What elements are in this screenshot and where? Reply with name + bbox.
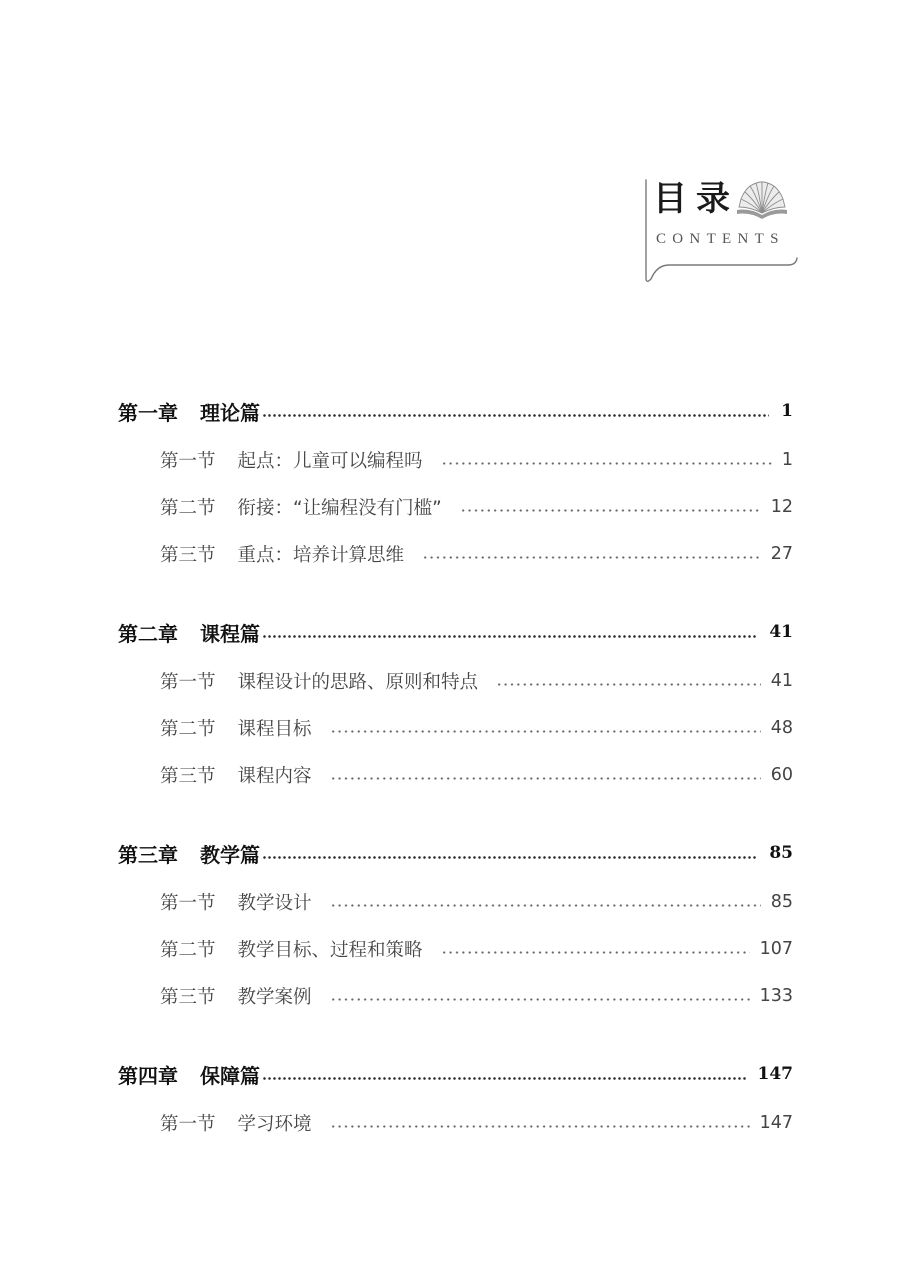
dot-leader: [262, 413, 769, 418]
dot-leader: [262, 1076, 746, 1081]
section-title: 课程设计的思路、原则和特点: [237, 671, 479, 693]
dot-leader: [441, 950, 750, 955]
toc-section-row: [118, 436, 795, 483]
dot-leader: [330, 1124, 750, 1129]
section-page-number: 147: [759, 1112, 793, 1133]
section-number: 第三节: [160, 544, 216, 566]
section-number: 第一节: [160, 671, 216, 693]
section-number: 第二节: [160, 718, 216, 740]
chapter-page-number: 41: [769, 622, 793, 642]
dot-leader: [441, 461, 772, 466]
chapter-page-number: 85: [769, 843, 793, 863]
toc-section-row: [118, 878, 795, 925]
section-number: 第一节: [160, 892, 216, 914]
section-number: 第二节: [160, 939, 216, 961]
chapter-group: [118, 607, 795, 798]
chapter-page-number: 1: [781, 401, 793, 421]
chapter-number: 第二章: [118, 621, 178, 646]
section-number: 第三节: [160, 986, 216, 1008]
dot-leader: [422, 555, 761, 560]
section-number: 第二节: [160, 497, 216, 519]
chapter-group: [118, 386, 795, 577]
chapter-page-number: 147: [757, 1064, 793, 1084]
section-page-number: 12: [770, 496, 793, 517]
dot-leader: [262, 634, 757, 639]
chapter-number: 第三章: [118, 842, 178, 867]
chapter-number: 第四章: [118, 1063, 178, 1088]
dot-leader: [330, 776, 761, 781]
chapter-group: [118, 1049, 795, 1146]
section-page-number: 107: [759, 938, 793, 959]
page-subtitle: CONTENTS: [656, 231, 785, 247]
chapter-title: 保障篇: [200, 1063, 260, 1088]
table-of-contents: [118, 386, 795, 1176]
chapter-title: 课程篇: [200, 621, 260, 646]
dot-leader: [262, 855, 757, 860]
toc-chapter-row: [118, 1049, 795, 1099]
section-title: 学习环境: [237, 1113, 312, 1135]
toc-section-row: [118, 657, 795, 704]
toc-chapter-row: [118, 386, 795, 436]
section-page-number: 60: [770, 764, 793, 785]
open-book-icon: [736, 180, 788, 220]
section-page-number: 48: [770, 717, 793, 738]
chapter-title: 理论篇: [200, 400, 260, 425]
section-title: 起点：儿童可以编程吗: [237, 450, 423, 472]
toc-chapter-row: [118, 828, 795, 878]
toc-section-row: [118, 1099, 795, 1146]
toc-section-row: [118, 704, 795, 751]
section-page-number: 85: [770, 891, 793, 912]
toc-section-row: [118, 751, 795, 798]
section-page-number: 133: [759, 985, 793, 1006]
section-number: 第一节: [160, 1113, 216, 1135]
section-title: 教学设计: [237, 892, 312, 914]
section-title: 课程内容: [237, 765, 312, 787]
toc-section-row: [118, 530, 795, 577]
section-title: 衔接：“让编程没有门槛”: [237, 497, 442, 519]
section-title: 教学目标、过程和策略: [237, 939, 423, 961]
dot-leader: [330, 997, 750, 1002]
section-title: 课程目标: [237, 718, 312, 740]
dot-leader: [330, 903, 761, 908]
section-page-number: 41: [770, 670, 793, 691]
chapter-number: 第一章: [118, 400, 178, 425]
toc-section-row: [118, 925, 795, 972]
toc-chapter-row: [118, 607, 795, 657]
dot-leader: [460, 508, 761, 513]
section-page-number: 1: [781, 449, 793, 470]
dot-leader: [330, 729, 761, 734]
section-number: 第一节: [160, 450, 216, 472]
dot-leader: [496, 682, 761, 687]
chapter-group: [118, 828, 795, 1019]
section-title: 重点：培养计算思维: [237, 544, 405, 566]
section-title: 教学案例: [237, 986, 312, 1008]
open-book-icon-graphic: [736, 180, 788, 220]
page-title: 目录: [653, 179, 739, 219]
section-number: 第三节: [160, 765, 216, 787]
chapter-title: 教学篇: [200, 842, 260, 867]
toc-section-row: [118, 972, 795, 1019]
section-page-number: 27: [770, 543, 793, 564]
toc-section-row: [118, 483, 795, 530]
